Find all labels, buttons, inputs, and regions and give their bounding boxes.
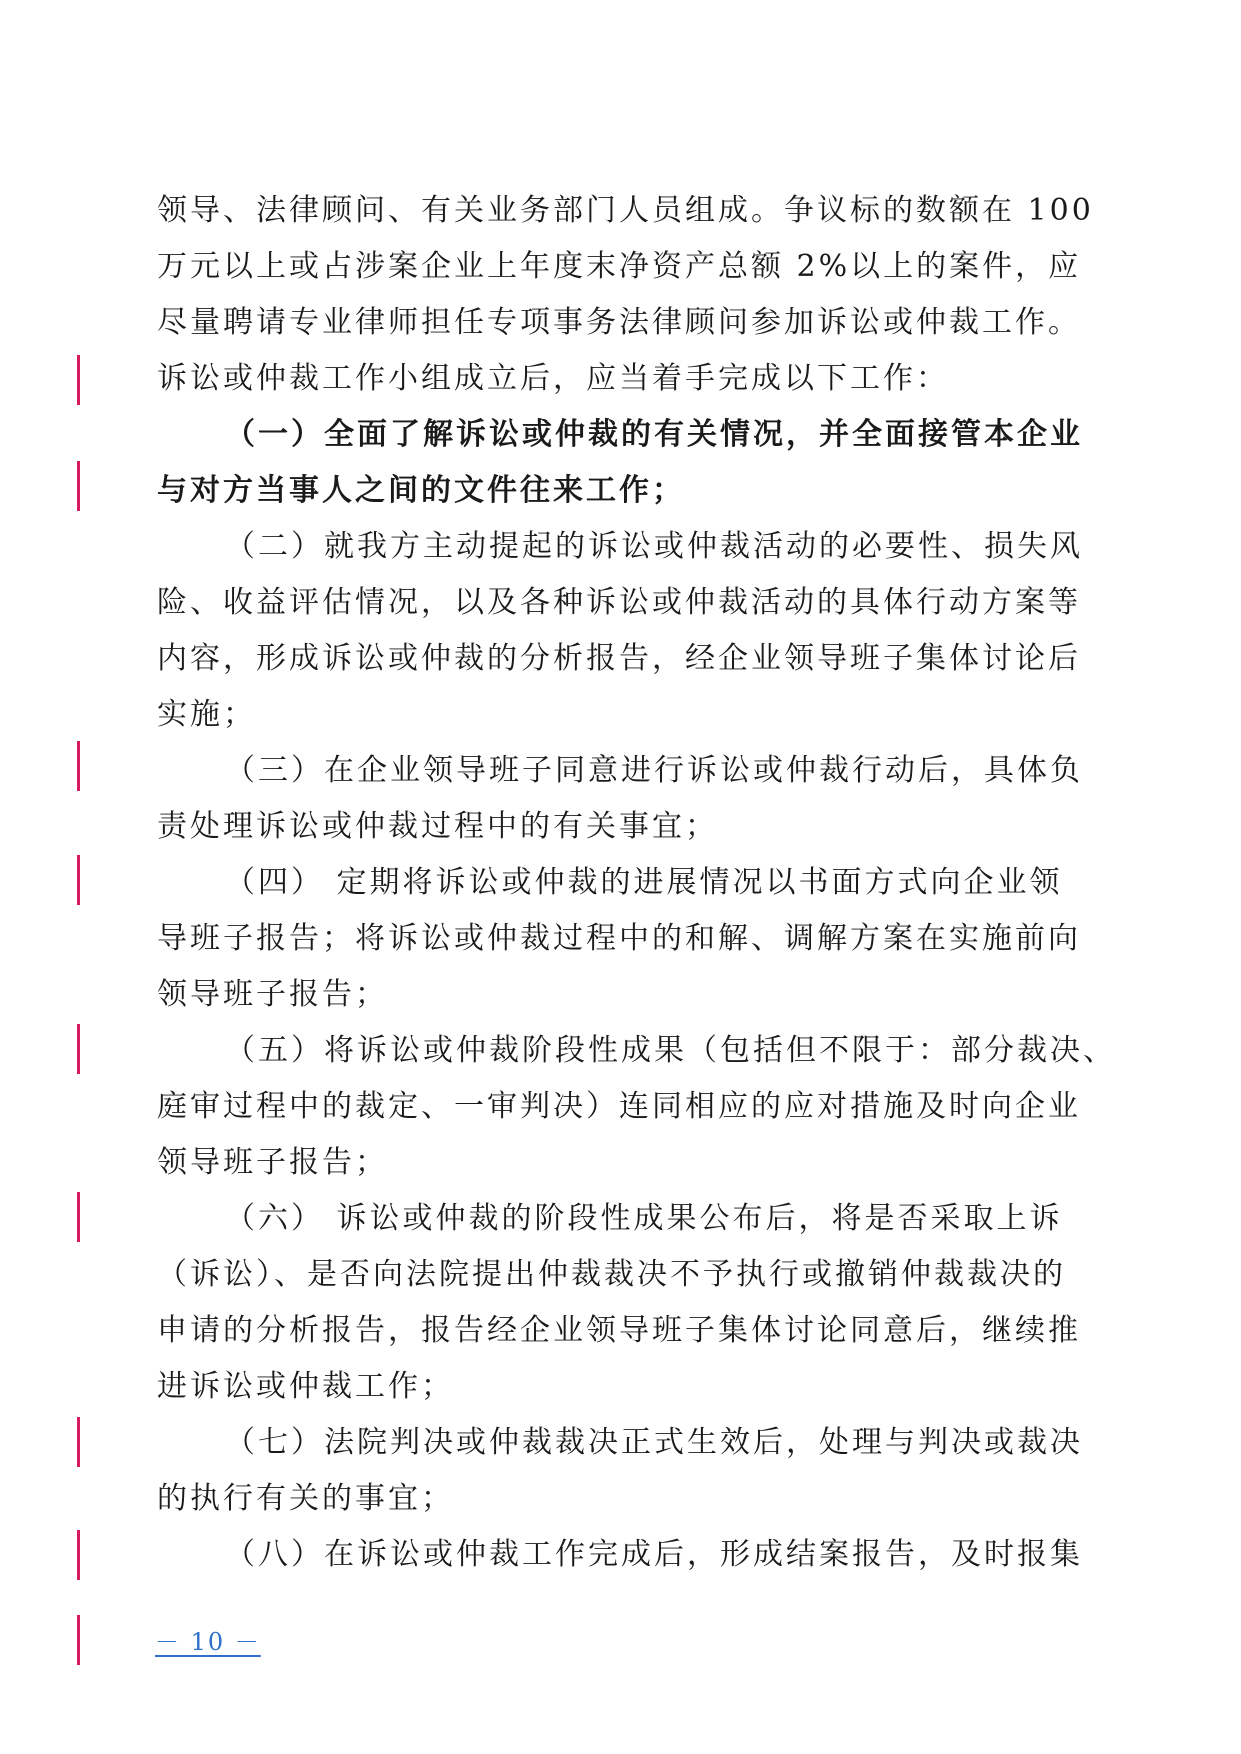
text-line: 万元以上或占涉案企业上年度末净资产总额 2%以上的案件，应 [157,249,1082,284]
text-line: 进诉讼或仲裁工作； [157,1369,454,1404]
text-line: 申请的分析报告，报告经企业领导班子集体讨论同意后，继续推 [157,1313,1081,1348]
text-line: （二）就我方主动提起的诉讼或仲裁活动的必要性、损失风 [225,529,1083,564]
text-line: 内容，形成诉讼或仲裁的分析报告，经企业领导班子集体讨论后 [157,641,1081,676]
margin-mark [77,1024,80,1074]
text-line: 导班子报告；将诉讼或仲裁过程中的和解、调解方案在实施前向 [157,921,1081,956]
margin-mark [77,355,80,405]
text-line: 险、收益评估情况，以及各种诉讼或仲裁活动的具体行动方案等 [157,585,1081,620]
margin-mark [77,1192,80,1242]
text-line: 诉讼或仲裁工作小组成立后，应当着手完成以下工作： [157,361,949,396]
margin-mark [77,1615,80,1665]
margin-mark [77,461,80,511]
page-number: － 10 － [155,1628,261,1656]
margin-mark [77,741,80,791]
text-line: （四） 定期将诉讼或仲裁的进展情况以书面方式向企业领 [225,865,1063,900]
text-line: 领导班子报告； [157,977,388,1012]
text-line: （诉讼）、是否向法院提出仲裁裁决不予执行或撤销仲裁裁决的 [157,1257,1066,1292]
text-line: （六） 诉讼或仲裁的阶段性成果公布后，将是否采取上诉 [225,1201,1063,1236]
text-line: （五）将诉讼或仲裁阶段性成果（包括但不限于：部分裁决、 [225,1033,1116,1068]
text-line: 的执行有关的事宜； [157,1481,454,1516]
body-text [157,183,1116,1583]
text-line: 与对方当事人之间的文件往来工作； [157,473,685,508]
text-line: 责处理诉讼或仲裁过程中的有关事宜； [157,809,718,844]
margin-mark [77,855,80,905]
text-line: 实施； [157,697,256,732]
margin-mark [77,1417,80,1467]
text-line: 尽量聘请专业律师担任专项事务法律顾问参加诉讼或仲裁工作。 [157,305,1081,340]
text-line: （八）在诉讼或仲裁工作完成后，形成结案报告，及时报集 [225,1537,1083,1572]
text-line: 庭审过程中的裁定、一审判决）连同相应的应对措施及时向企业 [157,1089,1081,1124]
text-line: （三）在企业领导班子同意进行诉讼或仲裁行动后，具体负 [225,753,1083,788]
text-line: 领导、法律顾问、有关业务部门人员组成。争议标的数额在 100 [157,193,1094,228]
text-line: 领导班子报告； [157,1145,388,1180]
text-line: （七）法院判决或仲裁裁决正式生效后，处理与判决或裁决 [225,1425,1083,1460]
margin-mark [77,1530,80,1580]
text-line: （一）全面了解诉讼或仲裁的有关情况，并全面接管本企业 [225,417,1083,452]
